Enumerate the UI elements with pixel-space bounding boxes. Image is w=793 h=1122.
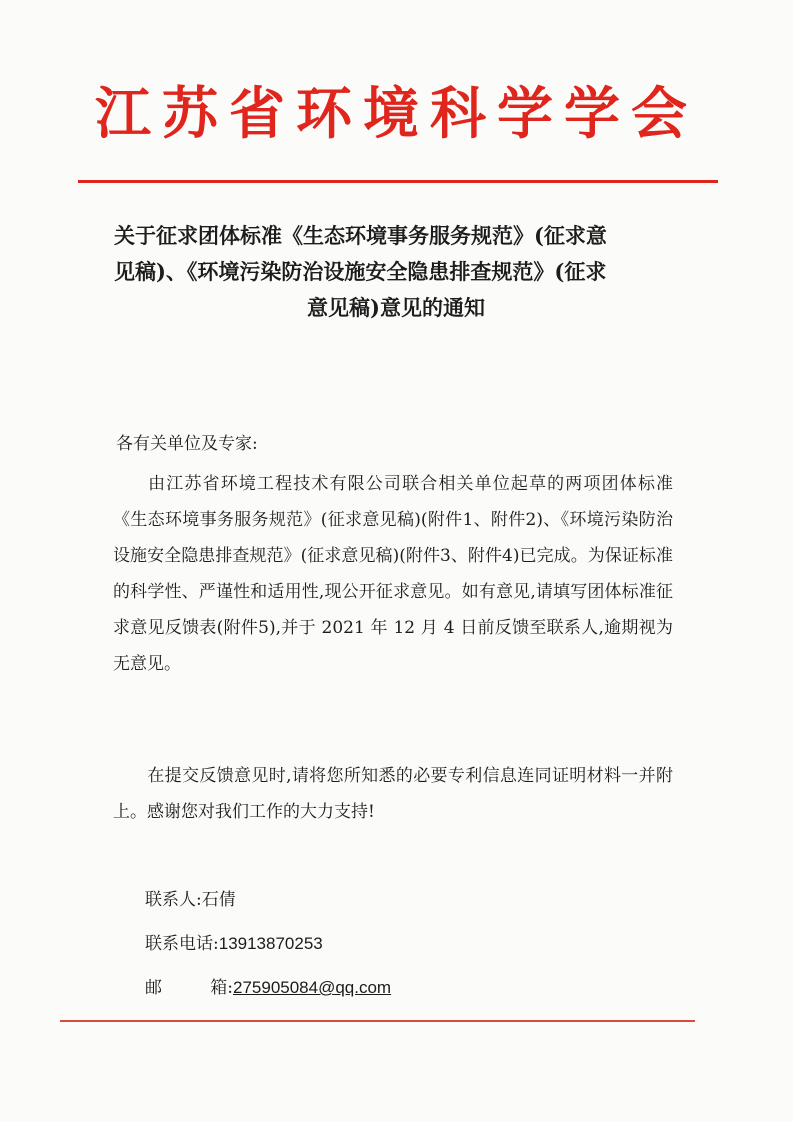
organization-header: 江苏省环境科学学会: [95, 81, 698, 147]
contact-email: [145, 974, 391, 1002]
title-line-3: 意见稿)意见的通知: [307, 295, 485, 320]
paragraph-2-text: 在提交反馈意见时,请将您所知悉的必要专利信息连同证明材料一并附上。感谢您对我们工作的大力支持!: [113, 766, 673, 822]
paragraph-1-text: 由江苏省环境工程技术有限公司联合相关单位起草的两项团体标准《生态环境事务服务规范》(征求意见稿)(附件1、附件2)、《环境污染防治设施安全隐患排查规范》(征求意见稿)(附件3、附件4)已完成。为保证标准的科学性、严谨性和适用性,现公开征求意见。如有意见,请填写团体标准征求意见反馈表(附件5),并于 2021 年 12 月 4 日前反馈至联系人,逾期视为无意见。: [113, 474, 673, 674]
email-label-part-b: 箱:: [210, 978, 233, 998]
footer-divider: [60, 1020, 695, 1022]
contact-person-label: 联系人:: [145, 890, 202, 910]
title-line-2: 见稿)、《环境污染防治设施安全隐患排查规范》(征求: [114, 259, 607, 284]
salutation: 各有关单位及专家:: [116, 434, 258, 454]
header-divider: [78, 180, 718, 183]
title-line-1: 关于征求团体标准《生态环境事务服务规范》(征求意: [114, 223, 607, 248]
contact-email-label: [145, 974, 233, 1002]
contact-person: [145, 886, 236, 914]
contact-phone-value: 13913870253: [218, 934, 323, 953]
document-title: [96, 218, 696, 326]
email-label-part-a: 邮: [145, 978, 162, 998]
contact-email-link[interactable]: 275905084@qq.com: [233, 978, 392, 997]
contact-person-value: 石倩: [201, 890, 236, 909]
contact-phone-label: 联系电话:: [145, 934, 219, 954]
contact-phone: [145, 930, 323, 958]
body-paragraph-1: [113, 466, 673, 682]
body-paragraph-2: [113, 758, 673, 830]
